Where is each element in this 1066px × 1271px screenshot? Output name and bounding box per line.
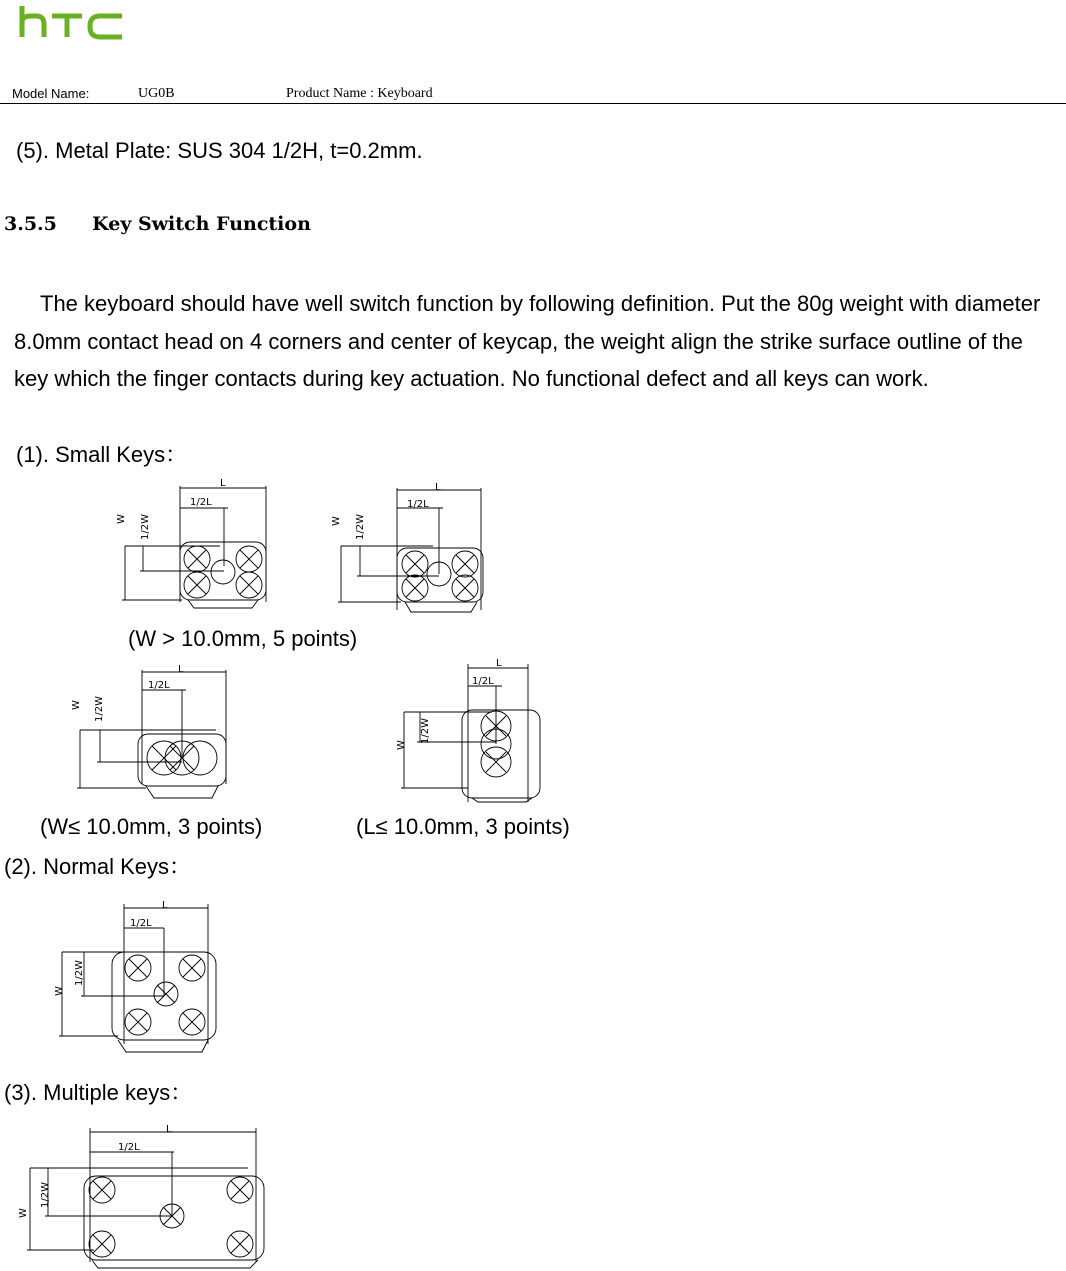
- dim-W: W: [18, 1208, 29, 1218]
- dim-L: L: [496, 658, 502, 669]
- dim-half-W: 1/2W: [94, 696, 105, 722]
- multiple-key-diagram: [14, 1120, 274, 1270]
- dim-L: L: [178, 664, 184, 675]
- caption-5-points: (W > 10.0mm, 5 points): [128, 626, 358, 651]
- multiple-keys-label: (3). Multiple keys：: [4, 1080, 193, 1105]
- dim-W: W: [71, 700, 82, 710]
- section-title: Key Switch Function: [92, 213, 311, 235]
- htc-logo: [18, 4, 128, 44]
- model-name-label: Model Name:: [12, 86, 90, 101]
- dim-W: W: [331, 516, 342, 526]
- dim-half-L: 1/2L: [130, 918, 152, 929]
- dim-half-L: 1/2L: [472, 676, 494, 687]
- dim-half-W: 1/2W: [420, 718, 431, 744]
- dim-half-W: 1/2W: [40, 1182, 51, 1208]
- caption-l-3-points: (L≤ 10.0mm, 3 points): [356, 814, 570, 839]
- dim-half-W: 1/2W: [140, 514, 151, 540]
- model-name-value: UG0B: [138, 86, 175, 101]
- dim-half-L: 1/2L: [407, 499, 429, 510]
- caption-w-3-points: (W≤ 10.0mm, 3 points): [40, 814, 263, 839]
- header-rule: [0, 103, 1066, 104]
- dim-L: L: [162, 900, 168, 911]
- dim-L: L: [435, 482, 441, 493]
- dim-W: W: [54, 986, 65, 996]
- dim-half-L: 1/2L: [148, 680, 170, 691]
- small-key-3pt-l-diagram: [392, 658, 552, 803]
- dim-half-W: 1/2W: [74, 960, 85, 986]
- section-heading: [4, 213, 311, 235]
- dim-L: L: [166, 1124, 172, 1135]
- normal-key-diagram: [48, 896, 228, 1056]
- small-key-5pt-diagram-b: [325, 482, 495, 618]
- dim-W: W: [396, 740, 407, 750]
- metal-plate-line: (5). Metal Plate: SUS 304 1/2H, t=0.2mm.: [16, 138, 423, 163]
- dim-half-L: 1/2L: [118, 1142, 140, 1153]
- product-name: Product Name : Keyboard: [286, 86, 433, 101]
- dim-W: W: [116, 514, 127, 524]
- dim-half-L: 1/2L: [190, 497, 212, 508]
- dim-L: L: [220, 478, 226, 489]
- paragraph-text: The keyboard should have well switch function by following definition. Put the 80g weight with diameter 8.0mm contact head on 4 corners and center of keycap, the weight align the strike surface outline of the key which the finger contacts during key actuation. No functional defect and all keys can work.: [14, 291, 1041, 391]
- dim-half-W: 1/2W: [355, 514, 366, 540]
- section-number: 3.5.5: [4, 213, 57, 235]
- small-key-3pt-w-diagram: [66, 664, 236, 800]
- key-switch-paragraph: [14, 285, 1044, 398]
- small-keys-label: (1). Small Keys：: [16, 442, 188, 467]
- logo-text: htc: [18, 4, 20, 5]
- normal-keys-label: (2). Normal Keys：: [4, 854, 192, 879]
- small-key-5pt-diagram-a: [110, 478, 280, 614]
